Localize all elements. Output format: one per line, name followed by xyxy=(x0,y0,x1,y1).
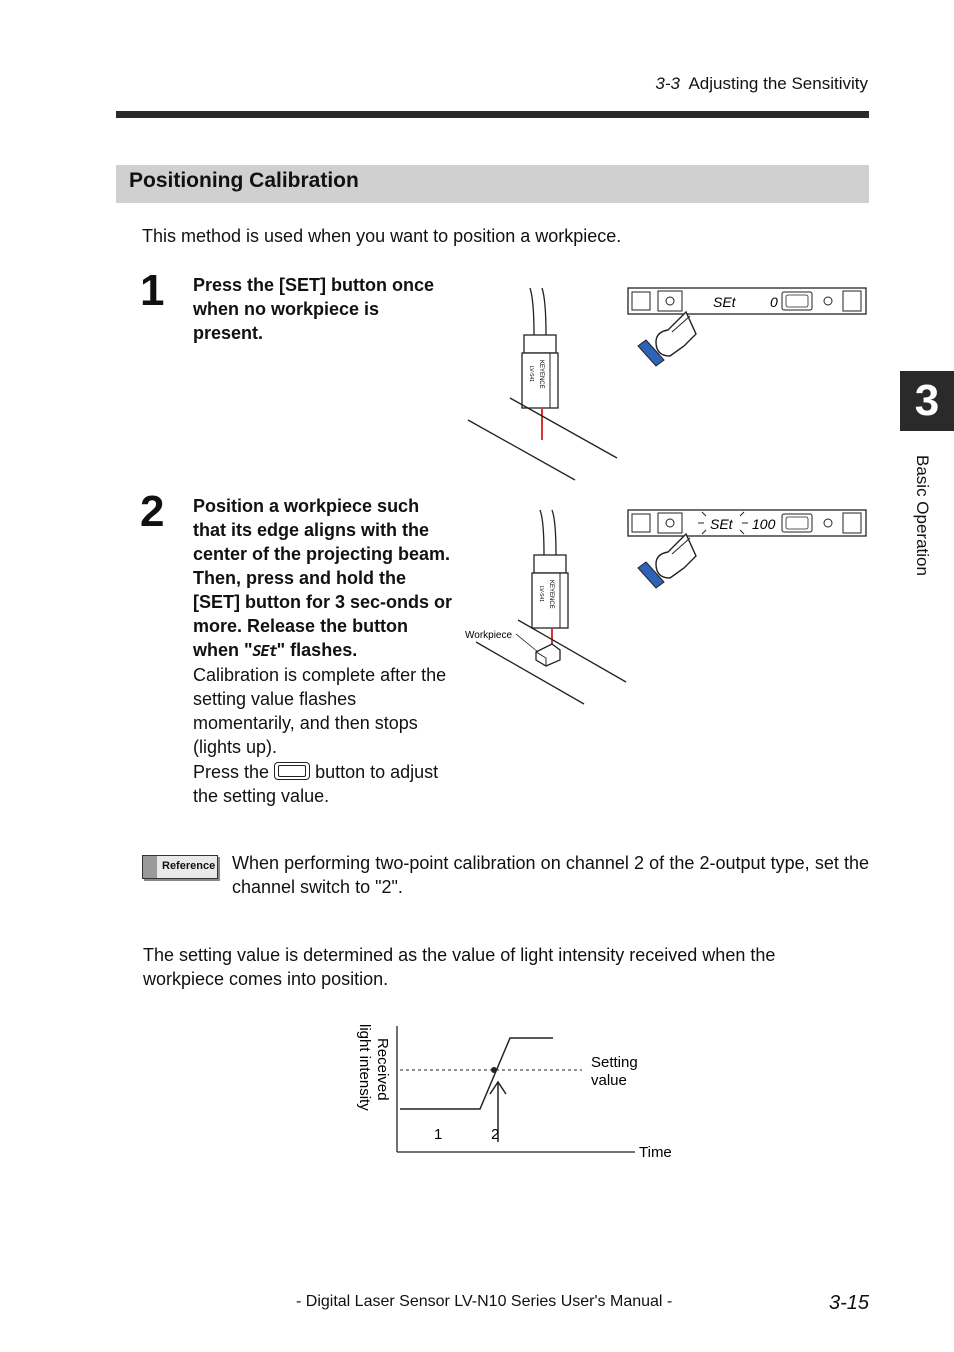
adjust-note-b: button to adjust the setting value. xyxy=(193,762,439,806)
chapter-tab[interactable]: 3 xyxy=(900,371,954,431)
sensor-head-2 xyxy=(532,510,568,648)
amplifier-1 xyxy=(628,288,866,314)
hand-pointer-icon-2 xyxy=(638,534,696,588)
section-number: 3-3 xyxy=(655,74,680,93)
graph-tick-1: 1 xyxy=(434,1126,443,1143)
section-reference xyxy=(600,74,868,94)
adjust-note xyxy=(193,760,453,808)
sensor-brand-2: KEYENCE xyxy=(548,580,554,609)
workpiece-label: Workpiece xyxy=(465,630,513,641)
step-2-instruction-a: Position a workpiece such that its edge aligns with the center of the projecting beam. Then, press and hold the [SET] button for 3 sec-onds or more. Release the button when " xyxy=(193,496,452,660)
step-1-instruction: Press the [SET] button once when no workpiece is present. xyxy=(193,275,435,343)
header-rule xyxy=(116,111,869,118)
intensity-graph xyxy=(350,1020,690,1170)
graph-ylabel-2: light intensity xyxy=(356,1024,373,1111)
footer-manual: - Digital Laser Sensor LV-N10 Series User's Manual - xyxy=(296,1293,673,1310)
reference-badge xyxy=(142,855,218,879)
hand-pointer-icon xyxy=(638,312,696,366)
amplifier-2 xyxy=(628,510,866,536)
amp-2-label: SEt xyxy=(710,516,733,532)
step-1-text xyxy=(193,273,453,345)
graph-setting-label-2: value xyxy=(591,1072,627,1089)
set-glyph: SEt xyxy=(252,642,277,660)
amp-1-label: SEt xyxy=(713,294,736,310)
step-1-number: 1 xyxy=(140,266,165,315)
illustrations xyxy=(460,280,880,710)
section-title: Adjusting the Sensitivity xyxy=(688,74,868,93)
heading-bar xyxy=(116,165,869,203)
intensity-curve xyxy=(400,1038,553,1109)
step-2-explanation: Calibration is complete after the setting value flashes momentarily, and then stops (lights up). xyxy=(193,665,447,757)
page-number: 3-15 xyxy=(828,1292,869,1314)
sensor-model-1: LV-S41 xyxy=(528,366,534,383)
amp-1-value: 0 xyxy=(770,294,778,310)
setting-point xyxy=(491,1067,497,1073)
adjust-note-a: Press the xyxy=(193,762,270,782)
graph-setting-label-1: Setting xyxy=(591,1054,638,1071)
graph-ylabel-1: Received xyxy=(374,1038,391,1101)
sensor-head-1 xyxy=(522,288,558,440)
graph-tick-2: 2 xyxy=(491,1126,500,1143)
sensor-model-2: LV-S41 xyxy=(538,586,544,603)
workpiece xyxy=(536,644,560,666)
reference-text: When performing two-point calibration on channel 2 of the 2-output type, set the channel switch to "2". xyxy=(232,853,869,897)
reference-badge-label: Reference xyxy=(162,860,216,872)
step-2-text xyxy=(193,494,453,759)
setting-value-paragraph: The setting value is determined as the value of light intensity received when the workpiece comes into position. xyxy=(143,945,776,989)
up-down-button-icon xyxy=(274,762,310,780)
step-2-number: 2 xyxy=(140,487,165,536)
reference-tab xyxy=(143,856,157,878)
step-2-instruction-b: " flashes. xyxy=(276,640,358,660)
amp-2-value: 100 xyxy=(752,516,776,532)
chapter-label: Basic Operation xyxy=(913,455,932,576)
page-heading: Positioning Calibration xyxy=(129,169,359,192)
sensor-brand-1: KEYENCE xyxy=(538,360,544,389)
step-2-instruction xyxy=(193,496,452,660)
graph-xlabel: Time xyxy=(639,1144,672,1161)
intro-text: This method is used when you want to position a workpiece. xyxy=(142,226,622,246)
